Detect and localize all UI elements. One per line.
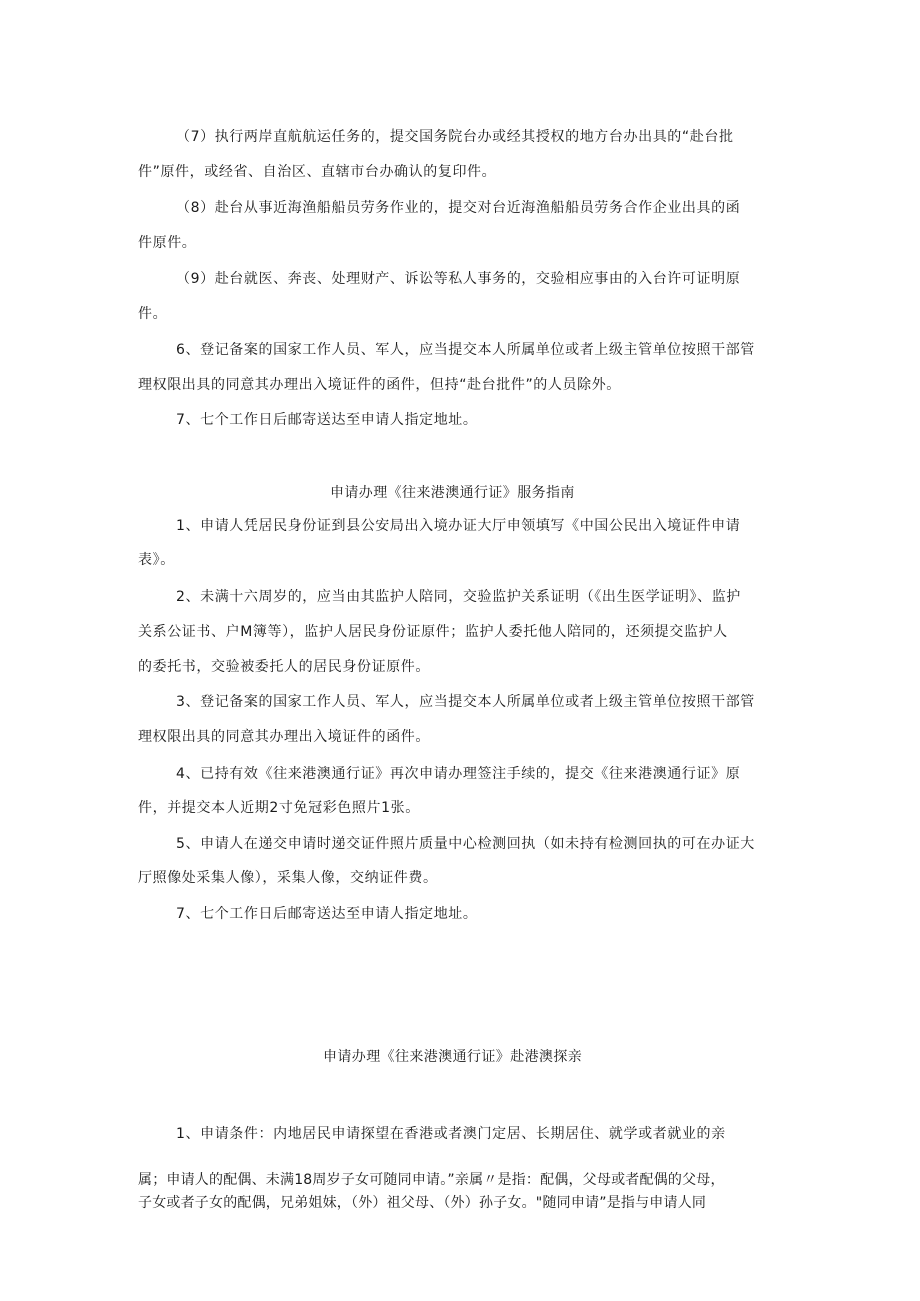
section-title: 申请办理《往来港澳通行证》服务指南 <box>330 485 575 501</box>
paragraph-line: 1、申请人凭居民身份证到县公安局出入境办证大厅申领填写《中国公民出入境证件申请 <box>176 518 741 534</box>
paragraph-line: 7、七个工作日后邮寄送达至申请人指定地址。 <box>176 412 478 428</box>
paragraph-line: 7、七个工作日后邮寄送达至申请人指定地址。 <box>176 906 478 922</box>
paragraph-line: 件，并提交本人近期2寸免冠彩色照片1张。 <box>138 800 420 816</box>
paragraph-line: 件。 <box>138 306 168 322</box>
paragraph-line: 5、申请人在递交申请时递交证件照片质量中心检测回执（如未持有检测回执的可在办证大 <box>176 836 755 852</box>
paragraph-line: 1、申请条件：内地居民申请探望在香港或者澳门定居、长期居住、就学或者就业的亲 <box>176 1126 726 1142</box>
paragraph-line: （7）执行两岸直航航运任务的，提交国务院台办或经其授权的地方台办出具的“赴台批 <box>176 129 734 145</box>
paragraph-line: 的委托书，交验被委托人的居民身份证原件。 <box>138 659 430 675</box>
paragraph-line: 属；申请人的配偶、未满18周岁子女可随同申请。”亲属〃是指：配偶，父母或者配偶的父母， <box>138 1172 725 1188</box>
paragraph-line: 4、已持有效《往来港澳通行证》再次申请办理签注手续的，提交《往来港澳通行证》原 <box>176 766 741 782</box>
paragraph-line: 理权限出具的同意其办理出入境证件的函件，但持“赴台批件”的人员除外。 <box>138 377 621 393</box>
paragraph-line: 子女或者子女的配偶，兄弟姐妹，（外）祖父母、（外）孙子女。"随同申请”是指与申请人同 <box>138 1195 707 1211</box>
paragraph-line: 2、未满十六周岁的，应当由其监护人陪同，交验监护关系证明（《出生医学证明》、监护 <box>176 589 741 605</box>
paragraph-line: 3、登记备案的国家工作人员、军人，应当提交本人所属单位或者上级主管单位按照干部管 <box>176 694 755 710</box>
paragraph-line: 件原件。 <box>138 235 197 251</box>
paragraph-line: 关系公证书、户M簿等），监护人居民身份证原件；监护人委托他人陪同的，还须提交监护人 <box>138 624 728 640</box>
paragraph-line: （8）赴台从事近海渔船船员劳务作业的，提交对台近海渔船船员劳务合作企业出具的函 <box>176 200 741 216</box>
paragraph-line: 6、登记备案的国家工作人员、军人，应当提交本人所属单位或者上级主管单位按照干部管 <box>176 342 755 358</box>
paragraph-line: （9）赴台就医、奔丧、处理财产、诉讼等私人事务的，交验相应事由的入台许可证明原 <box>176 271 741 287</box>
paragraph-line: 理权限出具的同意其办理出入境证件的函件。 <box>138 729 430 745</box>
paragraph-line: 厅照像处采集人像），采集人像，交纳证件费。 <box>138 870 438 886</box>
section-title: 申请办理《往来港澳通行证》赴港澳探亲 <box>323 1049 583 1065</box>
paragraph-line: 表》。 <box>138 552 175 568</box>
paragraph-line: 件”原件，或经省、自治区、直辖市台办确认的复印件。 <box>138 164 497 180</box>
